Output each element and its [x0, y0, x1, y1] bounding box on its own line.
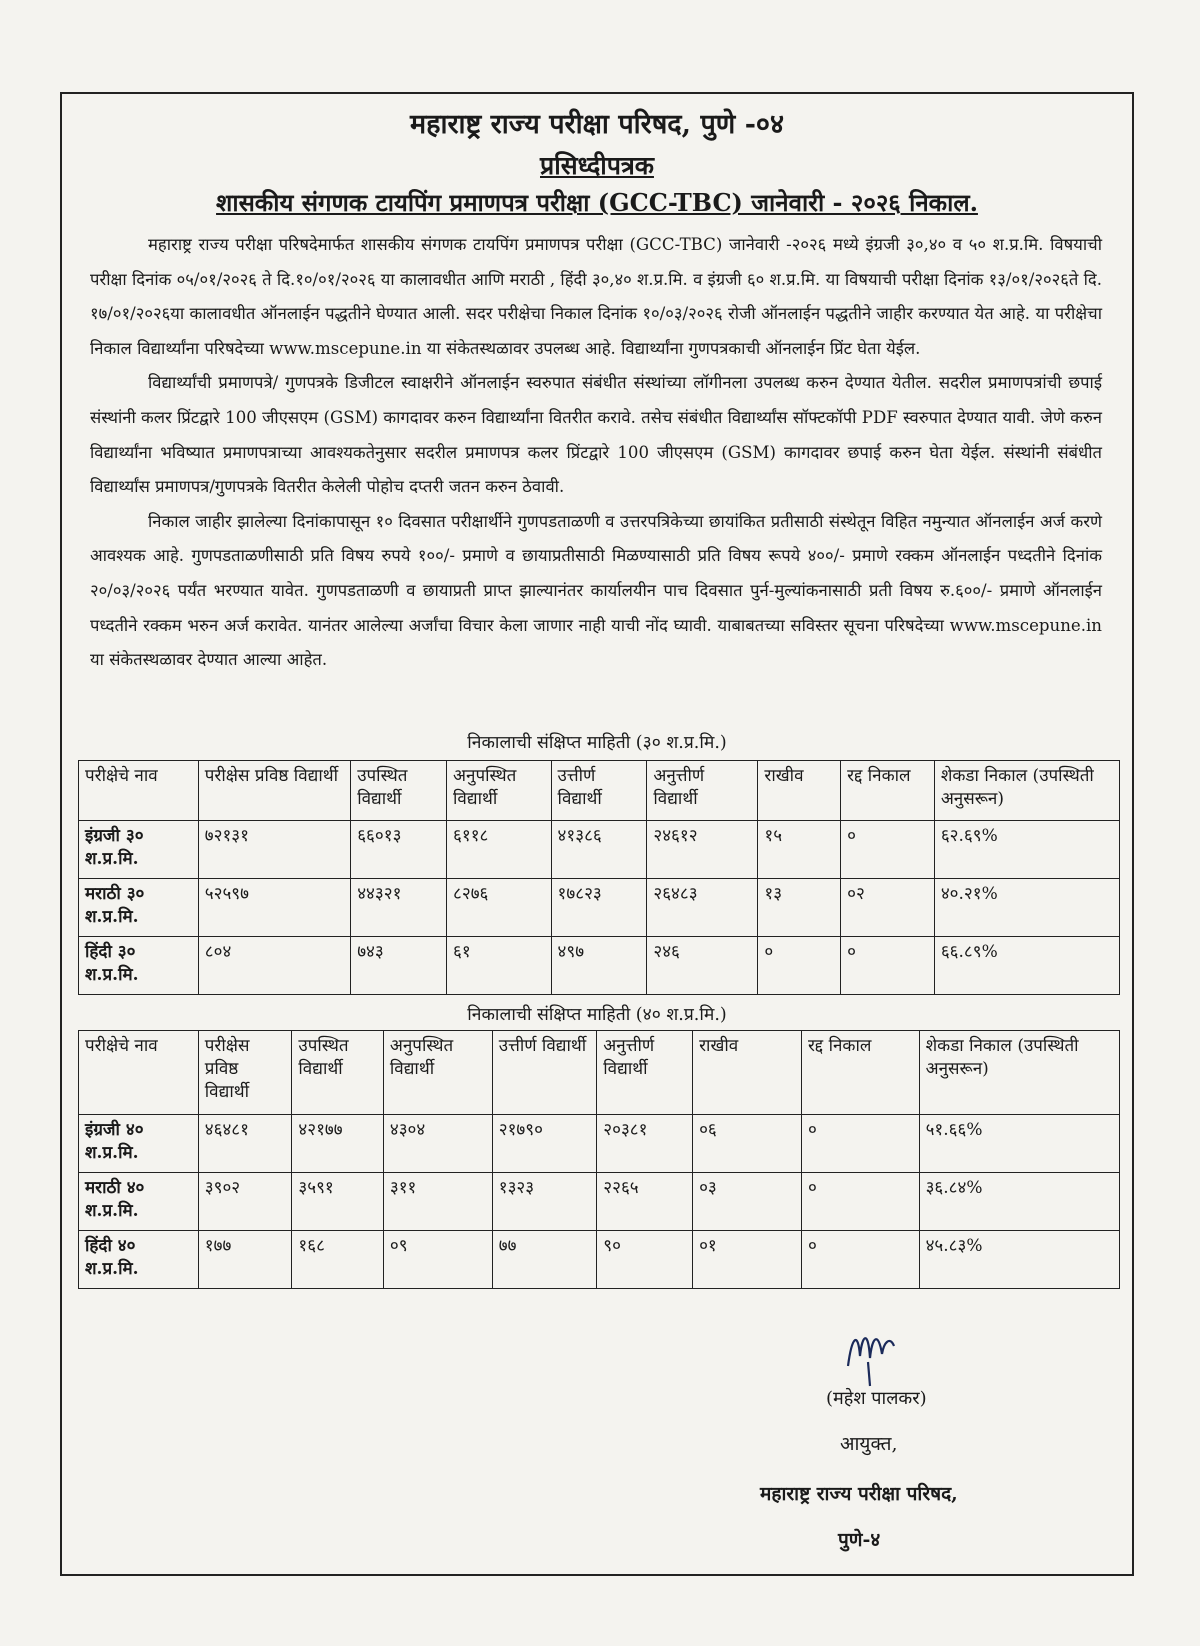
table-cell: १३ — [758, 879, 841, 937]
column-header: परीक्षेस प्रविष्ठ विद्यार्थी — [198, 761, 350, 821]
exam-name-cell: मराठी ४० श.प्र.मि. — [79, 1173, 199, 1231]
column-header: अनुपस्थित विद्यार्थी — [383, 1031, 492, 1115]
table-cell: ८०४ — [198, 937, 350, 995]
table-cell: ६६०१३ — [351, 821, 447, 879]
table-cell: ० — [841, 937, 935, 995]
paragraph-1: महाराष्ट्र राज्य परीक्षा परिषदेमार्फत शासकीय संगणक टायपिंग प्रमाणपत्र परीक्षा (GCC-TBC) जानेवारी -२०२६ मध्ये इंग्रजी ३०,४० व ५० श.प्र.मि. विषयाची परीक्षा दिनांक ०५/०१/२०२६ ते दि.१०/०१/२०२६ या कालावधीत आणि मराठी , हिंदी ३०,४० श.प्र.मि. व इंग्रजी ६० श.प्र.मि. या विषयाची परीक्षा दिनांक १३/०१/२०२६ते दि. १७/०१/२०२६या कालावधीत ऑनलाईन पद्धतीने घेण्यात आली. सदर परीक्षेचा निकाल दिनांक १०/०३/२०२६ रोजी ऑनलाईन पद्धतीने जाहीर करण्यात येत आहे. या परीक्षेचा निकाल विद्यार्थ्यांना परिषदेच्या www.mscepune.in या संकेतस्थळावर उपलब्ध आहे. विद्यार्थ्यांना गुणपत्रकाची ऑनलाईन प्रिंट घेता येईल. — [90, 235, 1102, 358]
table-cell: ०१ — [693, 1231, 802, 1289]
table-row — [79, 821, 1120, 879]
exam-name-cell: इंग्रजी ४० श.प्र.मि. — [79, 1115, 199, 1173]
signatory-city: पुणे-४ — [838, 1529, 881, 1551]
table-header-row — [79, 761, 1120, 821]
column-header: परीक्षेचे नाव — [79, 761, 199, 821]
signatory-org: महाराष्ट्र राज्य परीक्षा परिषद, — [760, 1483, 958, 1505]
table-cell: ७२१३१ — [198, 821, 350, 879]
exam-name-cell: हिंदी ४० श.प्र.मि. — [79, 1231, 199, 1289]
table-cell: ७७ — [492, 1231, 597, 1289]
table-row — [79, 879, 1120, 937]
column-header: उपस्थित विद्यार्थी — [351, 761, 447, 821]
doc-type-heading — [60, 148, 1134, 182]
table-cell: ० — [801, 1173, 919, 1231]
signatory-name: (महेश पालकर) — [826, 1388, 927, 1409]
table-cell: २४६ — [647, 937, 758, 995]
column-header: अनुत्तीर्ण विद्यार्थी — [647, 761, 758, 821]
doc-type-text: प्रसिध्दीपत्रक — [540, 151, 654, 180]
table-cell: ० — [801, 1231, 919, 1289]
table-cell: १३२३ — [492, 1173, 597, 1231]
column-header: उत्तीर्ण विद्यार्थी — [551, 761, 647, 821]
table-cell: ०२ — [841, 879, 935, 937]
table-row — [79, 1173, 1120, 1231]
signatory-title: आयुक्त, — [840, 1433, 898, 1455]
result-table-30wpm — [78, 760, 1120, 995]
table30-caption: निकालाची संक्षिप्त माहिती (३० श.प्र.मि.) — [467, 733, 727, 753]
table-cell: ५१.६६% — [919, 1115, 1119, 1173]
table-cell: १७८२३ — [551, 879, 647, 937]
table-cell: ० — [758, 937, 841, 995]
table-row — [79, 1115, 1120, 1173]
result-table-40wpm — [78, 1030, 1120, 1289]
paragraph-3: निकाल जाहीर झालेल्या दिनांकापासून १० दिवसात परीक्षार्थीने गुणपडताळणी व उत्तरपत्रिकेच्या छायांकित प्रतीसाठी संस्थेतून विहित नमुन्यात ऑनलाईन अर्ज करणे आवश्यक आहे. गुणपडताळणीसाठी प्रति विषय रुपये १००/- प्रमाणे व छायाप्रतीसाठी मिळण्यासाठी प्रति विषय रूपये ४००/- प्रमाणे रक्कम ऑनलाईन पध्दतीने दिनांक २०/०३/२०२६ पर्यंत भरण्यात यावेत. गुणपडताळणी व छायाप्रती प्राप्त झाल्यानंतर कार्यालयीन पाच दिवसात पुर्न-मुल्यांकनासाठी प्रती विषय रु.६००/- प्रमाणे ऑनलाईन पध्दतीने रक्कम भरुन अर्ज करावेत. यानंतर आलेल्या अर्जांचा विचार केला जाणार नाही याची नोंद घ्यावी. याबाबतच्या सविस्तर सूचना परिषदेच्या www.mscepune.in या संकेतस्थळावर देण्यात आल्या आहेत. — [90, 511, 1102, 670]
column-header: अनुपस्थित विद्यार्थी — [447, 761, 552, 821]
column-header: उत्तीर्ण विद्यार्थी — [492, 1031, 597, 1115]
table-cell: ४०.२१% — [934, 879, 1119, 937]
table-cell: २२६५ — [597, 1173, 693, 1231]
column-header: रद्द निकाल — [801, 1031, 919, 1115]
table-cell: ८२७६ — [447, 879, 552, 937]
table-cell: ३९०२ — [198, 1173, 292, 1231]
table-cell: ०६ — [693, 1115, 802, 1173]
table-cell: ६२.६९% — [934, 821, 1119, 879]
column-header: राखीव — [693, 1031, 802, 1115]
table-cell: ४३०४ — [383, 1115, 492, 1173]
table-cell: ३११ — [383, 1173, 492, 1231]
exam-name-cell: मराठी ३० श.प्र.मि. — [79, 879, 199, 937]
subject-heading — [60, 186, 1134, 219]
exam-name-cell: इंग्रजी ३० श.प्र.मि. — [79, 821, 199, 879]
table-row — [79, 1231, 1120, 1289]
table-cell: ९० — [597, 1231, 693, 1289]
table-cell: १७७ — [198, 1231, 292, 1289]
exam-name-cell: हिंदी ३० श.प्र.मि. — [79, 937, 199, 995]
table-cell: ६६.८९% — [934, 937, 1119, 995]
column-header: शेकडा निकाल (उपस्थिती अनुसरून) — [934, 761, 1119, 821]
table-header-row — [79, 1031, 1120, 1115]
notice-body — [90, 228, 1102, 678]
table-cell: ४९७ — [551, 937, 647, 995]
table-cell: ७४३ — [351, 937, 447, 995]
table40-caption: निकालाची संक्षिप्त माहिती (४० श.प्र.मि.) — [467, 1005, 727, 1025]
table-cell: ०९ — [383, 1231, 492, 1289]
table-cell: ० — [841, 821, 935, 879]
table-row — [79, 937, 1120, 995]
column-header: राखीव — [758, 761, 841, 821]
table-cell: २४६१२ — [647, 821, 758, 879]
table-cell: ० — [801, 1115, 919, 1173]
table-cell: ०३ — [693, 1173, 802, 1231]
subject-text: शासकीय संगणक टायपिंग प्रमाणपत्र परीक्षा (GCC-TBC) जानेवारी - २०२६ निकाल. — [216, 188, 978, 217]
table-cell: ४२१७७ — [292, 1115, 383, 1173]
table-cell: २१७९० — [492, 1115, 597, 1173]
table-cell: ६१ — [447, 937, 552, 995]
table-cell: ४६४८१ — [198, 1115, 292, 1173]
table-cell: ३६.८४% — [919, 1173, 1119, 1231]
column-header: परीक्षेस प्रविष्ठ विद्यार्थी — [198, 1031, 292, 1115]
table-cell: ६११८ — [447, 821, 552, 879]
column-header: अनुत्तीर्ण विद्यार्थी — [597, 1031, 693, 1115]
column-header: शेकडा निकाल (उपस्थिती अनुसरून) — [919, 1031, 1119, 1115]
table-cell: ४४३२१ — [351, 879, 447, 937]
org-heading: महाराष्ट्र राज्य परीक्षा परिषद, पुणे -०४ — [409, 109, 784, 140]
table-cell: ४१३८६ — [551, 821, 647, 879]
column-header: रद्द निकाल — [841, 761, 935, 821]
table-cell: २६४८३ — [647, 879, 758, 937]
table-cell: १५ — [758, 821, 841, 879]
signature-mark — [838, 1316, 908, 1388]
table-cell: ३५९१ — [292, 1173, 383, 1231]
table-cell: २०३८१ — [597, 1115, 693, 1173]
table-cell: ४५.८३% — [919, 1231, 1119, 1289]
column-header: उपस्थित विद्यार्थी — [292, 1031, 383, 1115]
column-header: परीक्षेचे नाव — [79, 1031, 199, 1115]
paragraph-2: विद्यार्थ्यांची प्रमाणपत्रे/ गुणपत्रके डिजीटल स्वाक्षरीने ऑनलाईन स्वरुपात संबंधीत संस्थांच्या लॉगीनला उपलब्ध करुन देण्यात येतील. सदरील प्रमाणपत्रांची छपाई संस्थांनी कलर प्रिंटद्वारे 100 जीएसएम (GSM) कागदावर करुन विद्यार्थ्यांना वितरीत करावे. तसेच संबंधीत विद्यार्थ्यांस सॉफ्टकॉपी PDF स्वरुपात देण्यात यावी. जेणे करुन विद्यार्थ्यांना भविष्यात प्रमाणपत्राच्या आवश्यकतेनुसार सदरील प्रमाणपत्र कलर प्रिंटद्वारे 100 जीएसएम (GSM) कागदावर छपाई करुन घेता येईल. संस्थांनी संबंधीत विद्यार्थ्यांस प्रमाणपत्र/गुणपत्रके वितरीत केलेली पोहोच दप्तरी जतन करुन ठेवावी. — [90, 373, 1102, 497]
table-cell: १६८ — [292, 1231, 383, 1289]
table-cell: ५२५९७ — [198, 879, 350, 937]
